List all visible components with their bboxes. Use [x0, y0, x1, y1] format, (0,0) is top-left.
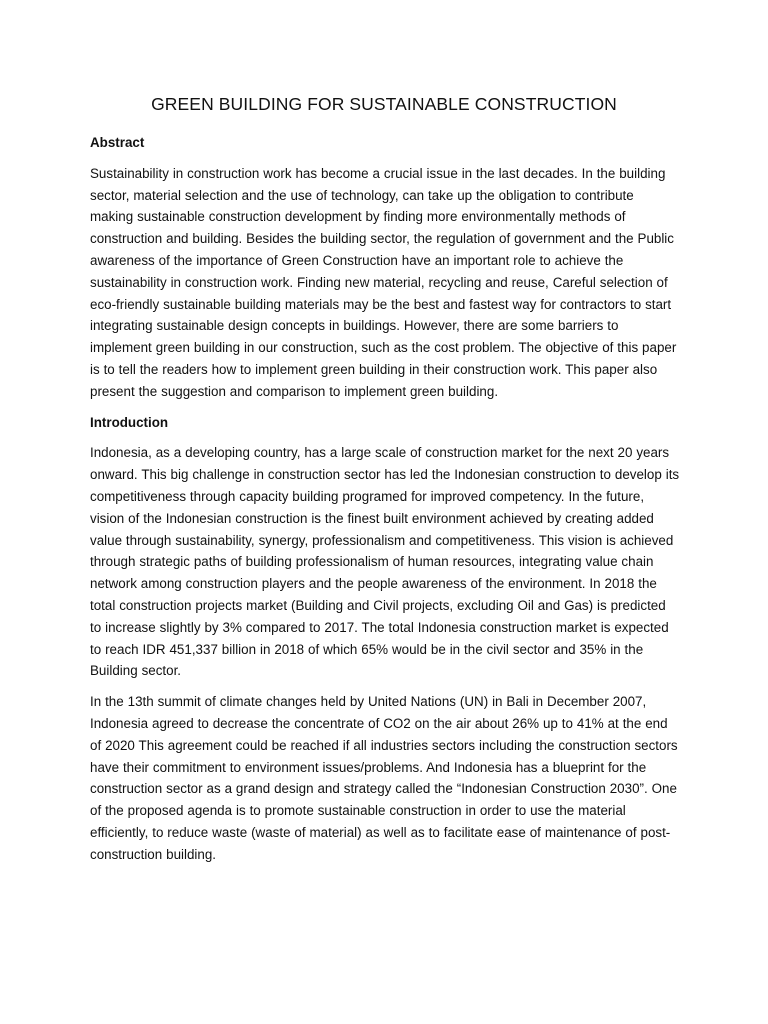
document-title: GREEN BUILDING FOR SUSTAINABLE CONSTRUCTION [151, 94, 617, 114]
section-abstract [90, 132, 680, 403]
introduction-paragraph-2: In the 13th summit of climate changes held by United Nations (UN) in Bali in December 2007, Indonesia agreed to decrease the concentrate of CO2 on the air about 26% up to 41% at the end of 2020 This agreement could be reached if all industries sectors including the construction sectors have their commitment to environment issues/problems. And Indonesia has a blueprint for the construction sector as a grand design and strategy called the “Indonesian Construction 2030”. One of the proposed agenda is to promote sustainable construction in order to use the material efficiently, to reduce waste (waste of material) as well as to facilitate ease of maintenance of post-construction building. [90, 694, 678, 862]
document-body [90, 132, 680, 875]
section-heading-abstract: Abstract [90, 135, 145, 150]
section-heading-introduction: Introduction [90, 414, 169, 430]
abstract-paragraph: Sustainability in construction work has become a crucial issue in the last decades. In the building sector, material selection and the use of technology, can take up the obligation to contribute making sustainable construction development by finding more environmentally methods of construction and building. Besides the building sector, the regulation of government and the Public awareness of the importance of Green Construction have an important role to achieve the sustainability in construction work. Finding new material, recycling and reuse, Careful selection of eco-friendly sustainable building materials may be the best and fastest way for contractors to start integrating sustainable design concepts in buildings. However, there are some barriers to implement green building in our construction, such as the cost problem. The objective of this paper is to tell the readers how to implement green building in their construction work. This paper also present the suggestion and comparison to implement green building. [90, 165, 677, 399]
introduction-paragraph-1: Indonesia, as a developing country, has a large scale of construction market for the next 20 years onward. This big challenge in construction sector has led the Indonesian construction to develop its competitiveness through capacity building programed for improved competency. In the future, vision of the Indonesian construction is the finest built environment achieved by creating added value through sustainability, synergy, professionalism and competitiveness. This vision is achieved through strategic paths of building professionalism of human resources, integrating value chain network among construction players and the people awareness of the environment. In 2018 the total construction projects market (Building and Civil projects, excluding Oil and Gas) is predicted to increase slightly by 3% compared to 2017. The total Indonesia construction market is expected to reach IDR 451,337 billion in 2018 of which 65% would be in the civil sector and 35% in the Building sector. [90, 445, 680, 679]
section-introduction [90, 412, 680, 866]
